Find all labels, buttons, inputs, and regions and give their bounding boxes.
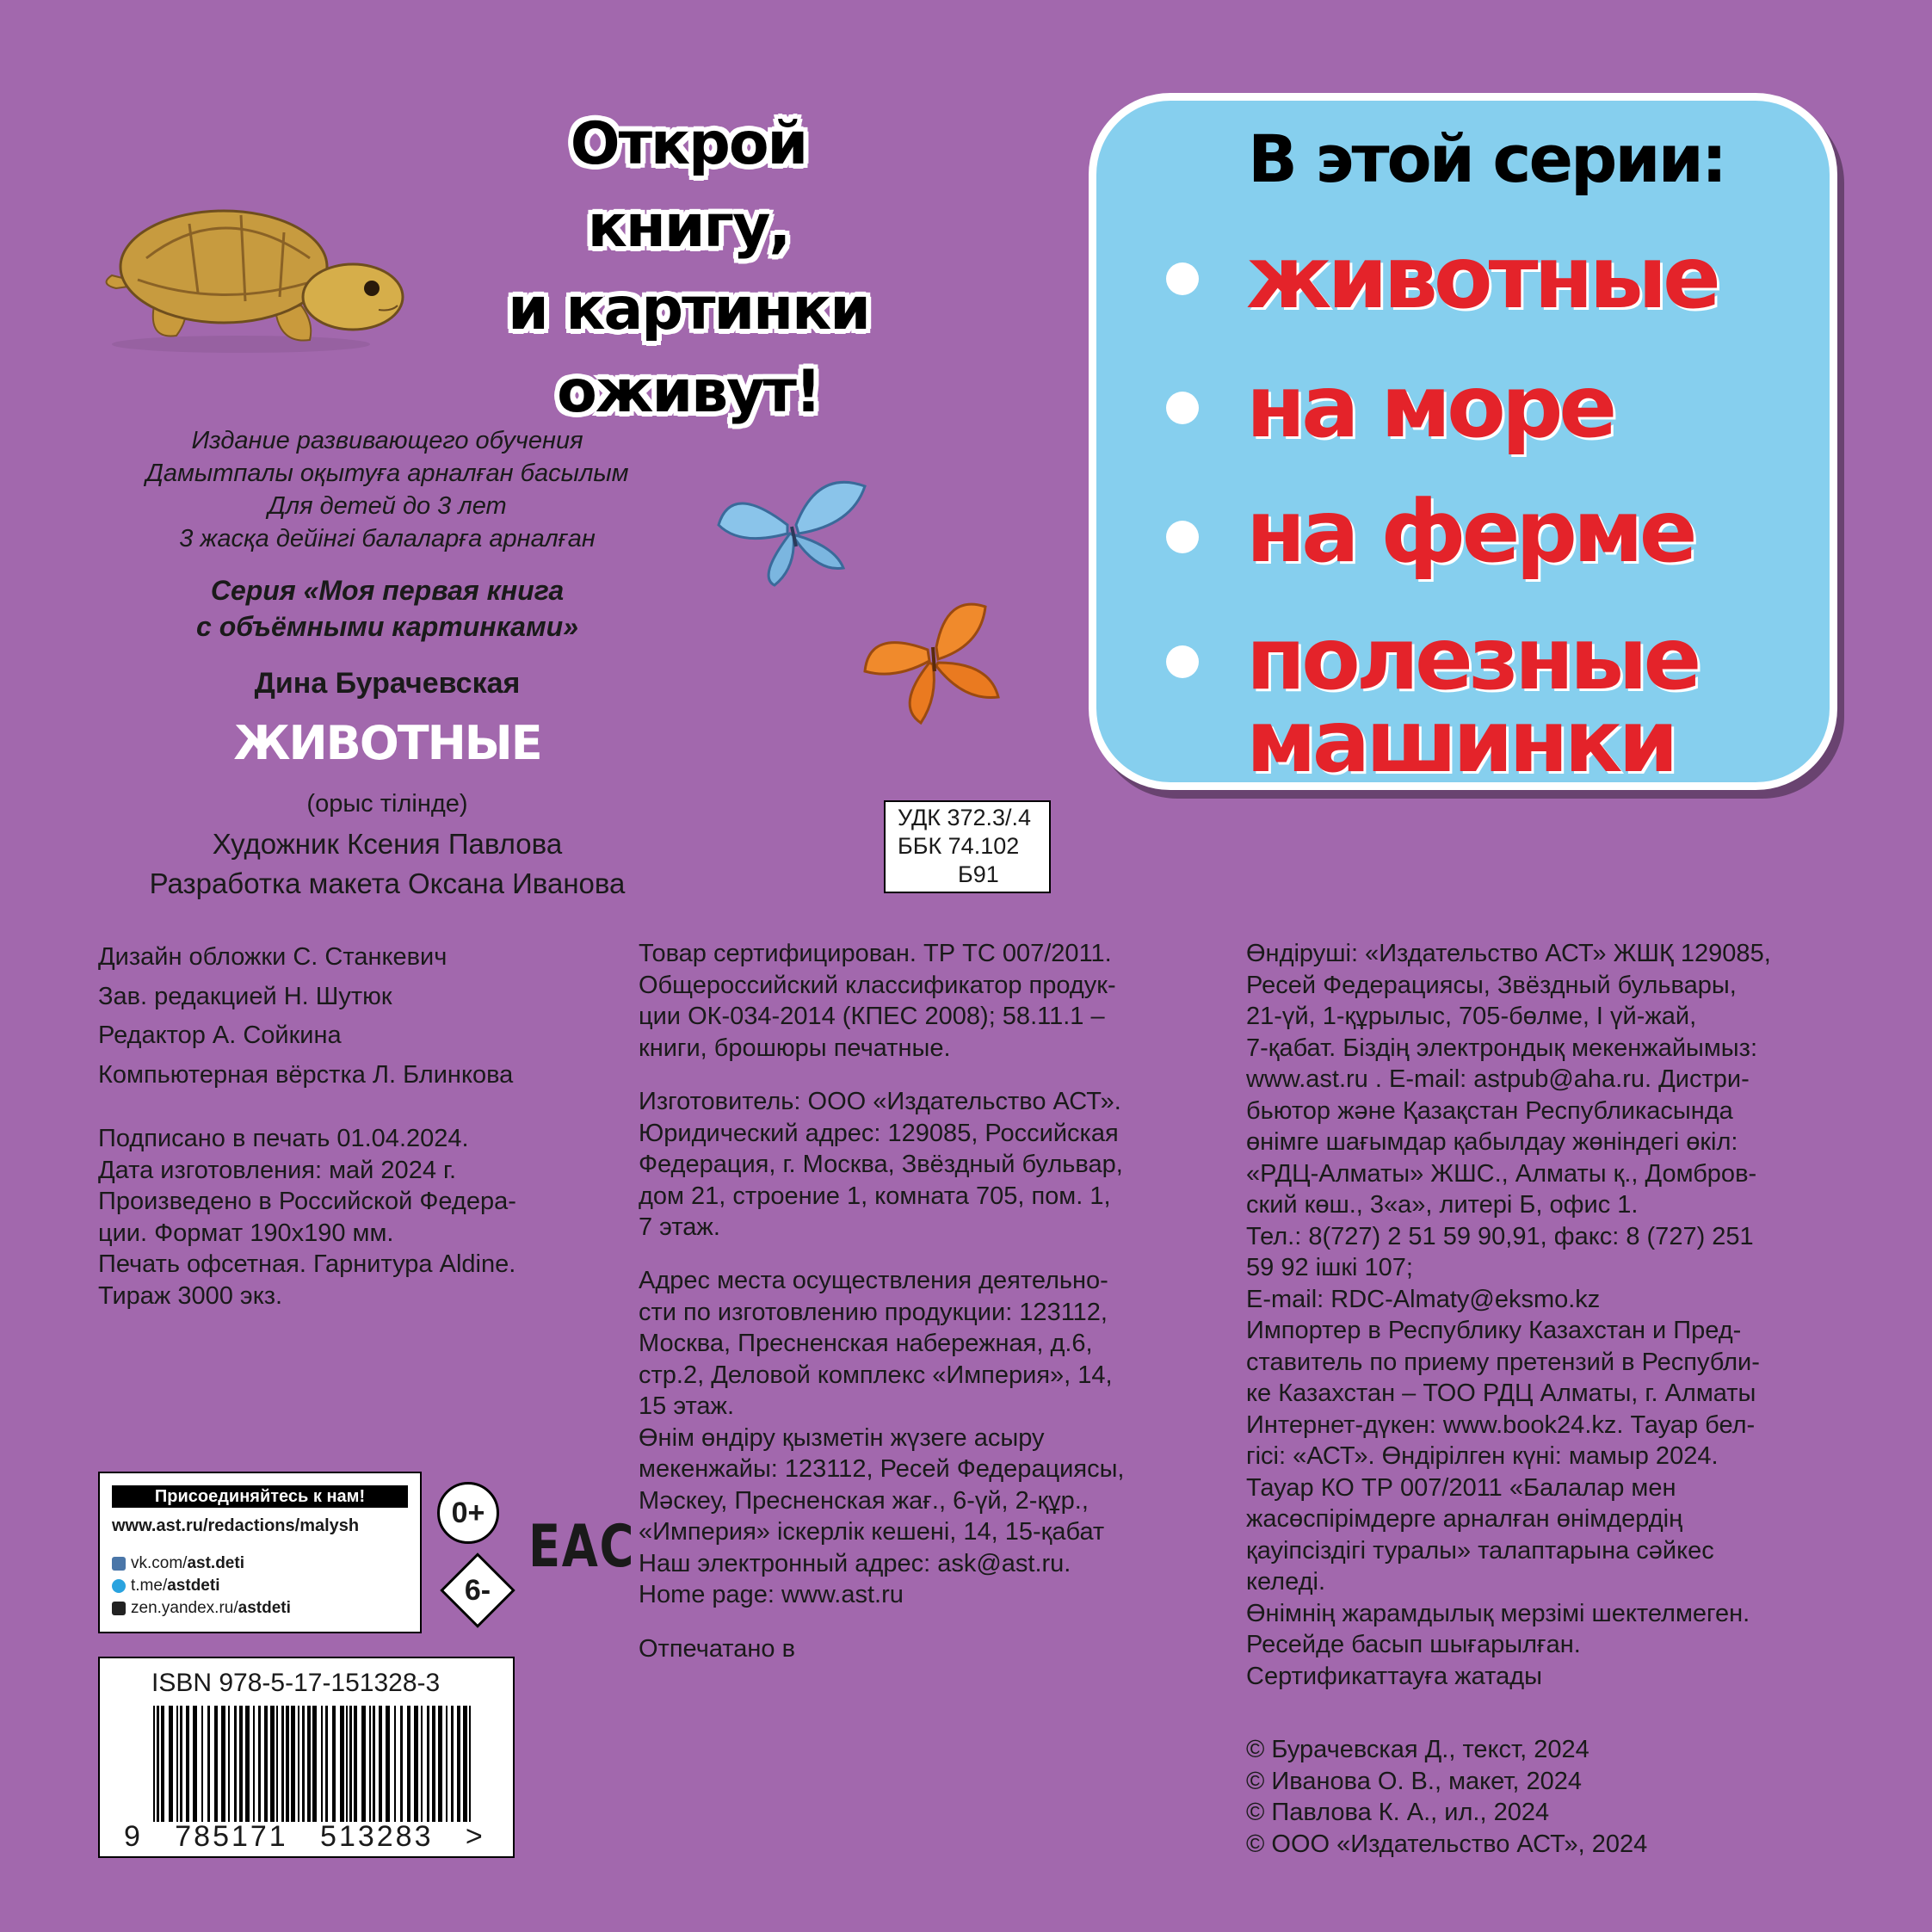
age-warning-badge: 6- [443,1556,512,1625]
production-address-text: Адрес места осуществления деятельно- сти по изготовлению продукции: 123112, Москва, Пресненская набережная, д.6, стр.2, Деловой комплекс «Империя», 14, 15 этаж. Өнім өндіру қызметін жүзеге асыру мекенжайы: 123112, Ресей Федерациясы, Мәскеу, Пресненская жағ., 6-үй, 2-құр., «Империя» іскерлік кешені, 14, 15-қабат Наш электронный адрес: ask@ast.ru. Home page: www.ast.ru [639,1267,1125,1608]
credit-line: Редактор А. Сойкина [98,1022,342,1049]
copyright-line: © ООО «Издательство АСТ», 2024 [1246,1830,1648,1858]
copyright-list [1246,1734,1647,1860]
blue-butterfly-illustration [714,465,878,594]
social-header: Присоединяйтесь к нам! [112,1485,408,1508]
headline-line: Открой книгу, [570,110,807,261]
info-line: Издание развивающего обучения [191,427,583,454]
artist-credit: Художник Ксения Павлова [212,828,563,860]
credit-line: Зав. редакцией Н. Шутюк [98,982,392,1010]
book-title: ЖИВОТНЫЕ [233,716,541,770]
manufacturer-text: Изготовитель: ООО «Издательство АСТ». Юридический адрес: 129085, Российская Федерация, г. Москва, Звёздный бульвар, дом 21, строение 1, комната 705, пом. 1, 7 этаж. [639,1088,1123,1241]
certification-text: Товар сертифицирован. ТР ТС 007/2011. Общероссийский классификатор продук- ции ОК-034-2014 (КПЕС 2008); 58.11.1 – книги, брошюры печатные. [639,940,1116,1062]
copyright-line: © Иванова О. В., макет, 2024 [1246,1767,1583,1795]
credit-line: Компьютерная вёрстка Л. Блинкова [98,1060,514,1089]
orange-butterfly-illustration [861,594,1007,731]
isbn-digits: 9 785171 513283 > [124,1820,485,1853]
layout-credit: Разработка макета Оксана Иванова [149,867,626,899]
series-item: на ферме [1246,481,1694,582]
vk-icon [112,1557,126,1571]
headline-line: оживут! [557,358,820,426]
info-line: Для детей до 3 лет [268,492,507,520]
udk-line: ББК 74.102 [898,833,1020,859]
series-item: животные [1246,227,1717,328]
udk-line: Б91 [958,861,999,887]
printed-in-text: Отпечатано в [639,1635,796,1663]
eac-mark: ЕАС [528,1513,635,1581]
series-item: на море [1246,356,1614,457]
bullet-icon [1166,392,1199,424]
telegram-icon [112,1579,126,1593]
info-line: Дамытпалы оқытуға арналған басылым [145,460,629,487]
bullet-icon [1166,645,1199,678]
social-link-telegram[interactable]: t.me/astdeti [112,1575,291,1597]
series-item: полезные машинки [1246,608,1698,792]
turtle-illustration [95,181,422,361]
age-rating-badge: 0+ [437,1482,499,1544]
author-name: Дина Бурачевская [254,667,521,700]
language-note: (орыс тілінде) [306,790,468,818]
print-info: Подписано в печать 01.04.2024. Дата изготовления: май 2024 г. Произведено в Российской Федера- ции. Формат 190х190 мм. Печать офсетная. Гарнитура Aldine. Тираж 3000 экз. [98,1125,516,1310]
copyright-line: © Бурачевская Д., текст, 2024 [1246,1736,1589,1763]
isbn-barcode-box [98,1657,515,1858]
info-line: 3 жасқа дейінгі балаларға арналған [179,525,596,552]
edition-info [69,424,706,555]
credit-line: Дизайн обложки С. Станкевич [98,943,448,971]
series-box-title: В этой серии: [1248,120,1725,197]
series-name-line: Серия «Моя первая книга [210,575,565,606]
barcode-icon [151,1706,478,1822]
series-name-line: с объёмными картинками» [196,611,578,642]
udk-line: УДК 372.3/.4 [898,805,1032,830]
social-link-zen[interactable]: zen.yandex.ru/astdeti [112,1597,291,1620]
headline-line: и картинки [508,275,869,343]
social-links-box [98,1472,422,1633]
social-link-vk[interactable]: vk.com/ast.deti [112,1552,291,1575]
producer-text: Өндіруші: «Издательство АСТ» ЖШҚ 129085, Ресей Федерациясы, Звёздный бульвары, 21-үй, 1-құрылыс, 705-бөлме, I үй-жай, 7-қабат. Біздің электрондық мекенжайымыз: www.ast.ru . E-mail: astpub@aha.ru. Дистри- бьютор және Қазақстан Республикасында өнімге шағымдар қабылдау жөніндегі өкіл: «РДЦ-Алматы» ЖШС., Алматы қ., Домбров- ский көш., 3«а», литері Б, офис 1. Тел.: 8(727) 2 51 59 90,91, факс: 8 (727) 251 59 92 ішкі 107; E-mail: RDC-Almaty@eksmo.kz Импортер в Республику Казахстан и Пред- ставитель по приему претензий в Республи- ке Казахстан – ТОО РДЦ Алматы, г. Алматы Интернет-дүкен: www.book24.kz. Тауар бел- гісі: «АСТ». Өндірілген күні: мамыр 2024. Тауар КО ТР 007/2011 «Балалар мен жасөспірімдерге арналған өнімдердің қауіпсіздігі туралы» талаптарына сәйкес келеді. Өнімнің жарамдылық мерзімі шектелмеген. Ресейде басып шығарылған. Сертификаттауға жатады [1246,940,1771,1690]
series-name [69,572,706,645]
udk-box [884,800,1051,893]
copyright-line: © Павлова К. А., ил., 2024 [1246,1799,1550,1826]
isbn-label: ISBN 978-5-17-151328-3 [151,1669,441,1697]
zen-icon [112,1602,126,1615]
bullet-icon [1166,262,1199,295]
credits-list [98,938,513,1095]
headline [465,103,912,434]
social-url[interactable]: www.ast.ru/redactions/malysh [112,1516,360,1535]
bullet-icon [1166,521,1199,553]
